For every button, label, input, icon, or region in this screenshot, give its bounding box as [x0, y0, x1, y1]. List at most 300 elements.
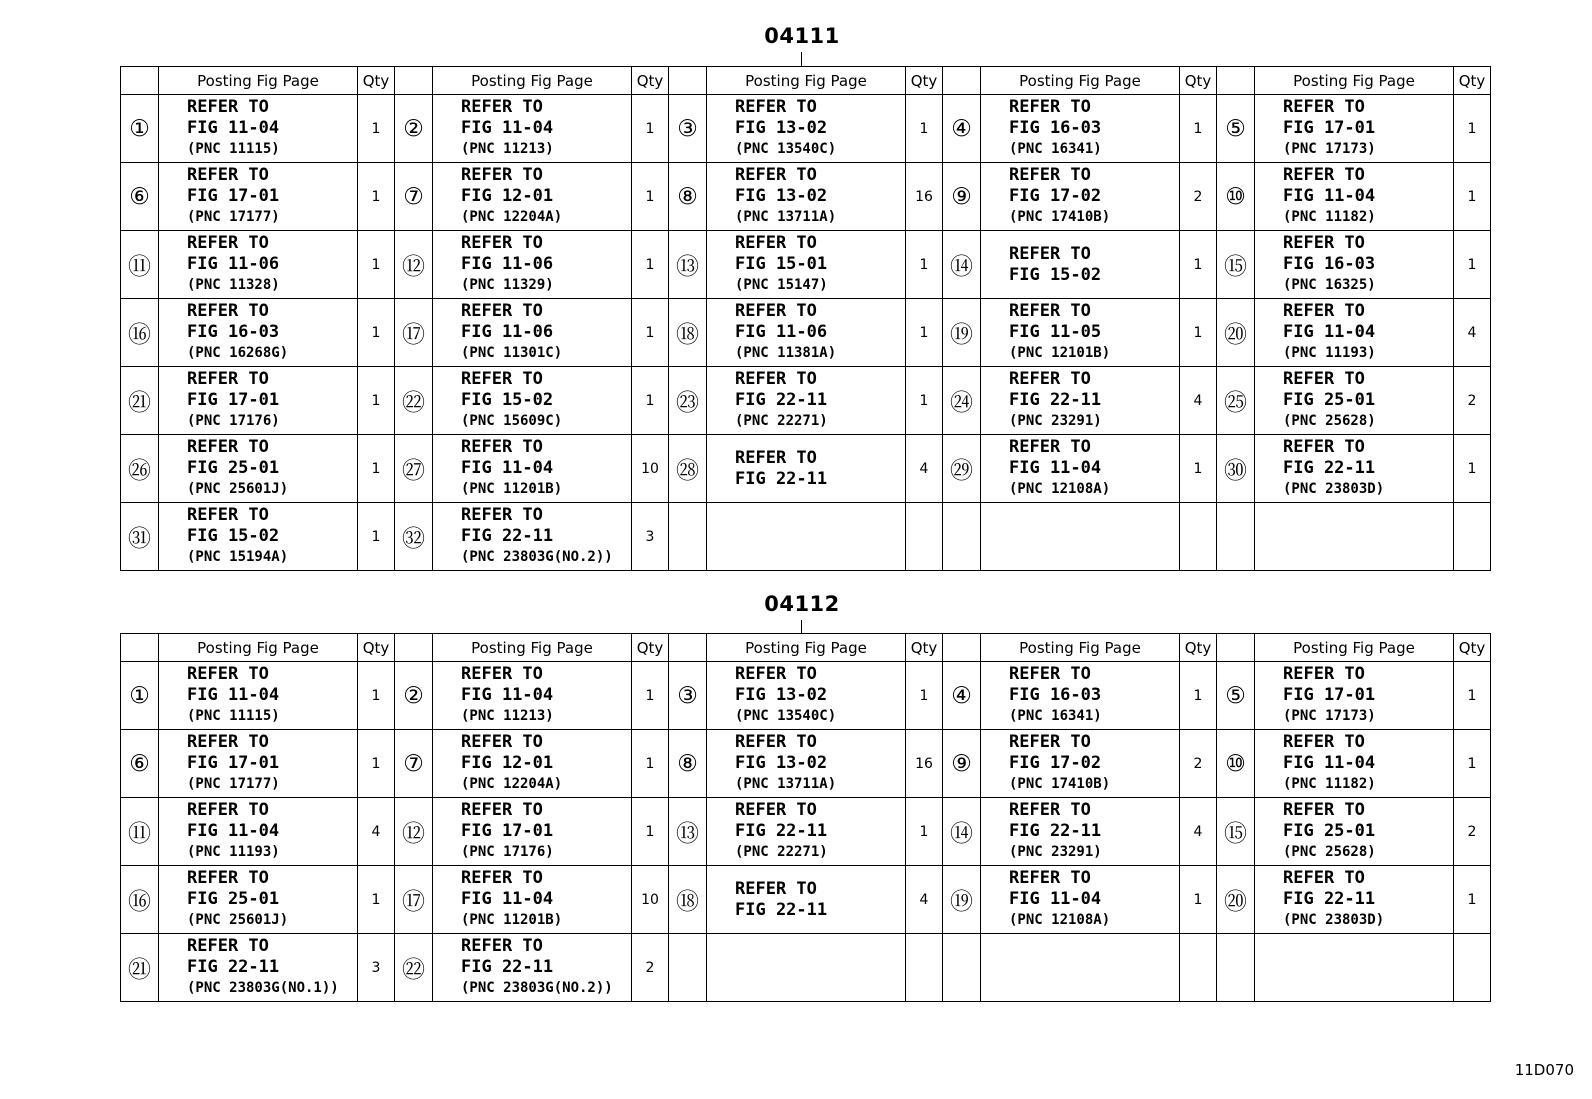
fig-reference: FIG 11-04 [1283, 753, 1376, 773]
fig-reference: FIG 22-11 [1283, 889, 1376, 909]
fig-reference: FIG 11-06 [187, 254, 280, 274]
title-leader-line [801, 620, 802, 633]
posting-cell [159, 299, 358, 367]
posting-cell [159, 367, 358, 435]
qty-value: 16 [906, 730, 943, 798]
fig-reference: FIG 17-01 [187, 186, 280, 206]
posting-cell [707, 231, 906, 299]
table-row [121, 798, 1491, 866]
ref-number: ㉜ [395, 503, 433, 571]
refer-to-label: REFER TO [461, 800, 543, 820]
pnc-reference: (PNC 16325) [1283, 277, 1376, 293]
header-qty: Qty [1454, 634, 1491, 662]
fig-reference: FIG 13-02 [735, 186, 828, 206]
header-posting: Posting Fig Page [981, 67, 1180, 95]
posting-cell [159, 866, 358, 934]
ref-number: ⑩ [1217, 163, 1255, 231]
fig-reference: FIG 11-04 [187, 685, 280, 705]
header-qty: Qty [906, 634, 943, 662]
fig-reference: FIG 17-01 [187, 753, 280, 773]
fig-reference: FIG 11-04 [461, 118, 554, 138]
ref-number: ⑬ [669, 231, 707, 299]
posting-cell [159, 163, 358, 231]
qty-value: 1 [906, 367, 943, 435]
refer-to-label: REFER TO [1283, 437, 1365, 457]
fig-reference: FIG 22-11 [735, 468, 828, 489]
qty-value: 1 [632, 798, 669, 866]
refer-to-label: REFER TO [461, 505, 543, 525]
ref-number: ⑲ [943, 866, 981, 934]
fig-reference: FIG 16-03 [187, 322, 280, 342]
qty-value: 4 [358, 798, 395, 866]
pnc-reference: (PNC 11115) [187, 141, 280, 157]
fig-reference: FIG 11-04 [461, 458, 554, 478]
fig-reference: FIG 12-01 [461, 753, 554, 773]
posting-cell [1255, 299, 1454, 367]
header-num [669, 67, 707, 95]
posting-cell [707, 95, 906, 163]
fig-reference: FIG 22-11 [461, 957, 554, 977]
qty-value: 1 [1180, 662, 1217, 730]
ref-number: ⑧ [669, 163, 707, 231]
ref-number [1217, 503, 1255, 571]
header-posting: Posting Fig Page [433, 634, 632, 662]
qty-value: 4 [1180, 798, 1217, 866]
ref-number: ㉑ [121, 367, 159, 435]
header-qty: Qty [906, 67, 943, 95]
posting-cell [433, 299, 632, 367]
qty-value: 1 [632, 163, 669, 231]
qty-value: 1 [632, 95, 669, 163]
table-row [121, 934, 1491, 1002]
qty-value: 4 [1454, 299, 1491, 367]
qty-value [1454, 503, 1491, 571]
ref-number [1217, 934, 1255, 1002]
refer-to-label: REFER TO [461, 732, 543, 752]
header-qty: Qty [358, 67, 395, 95]
posting-cell [981, 299, 1180, 367]
ref-number: ㉘ [669, 435, 707, 503]
qty-value [1454, 934, 1491, 1002]
fig-reference: FIG 22-11 [1009, 390, 1102, 410]
fig-reference: FIG 11-06 [461, 322, 554, 342]
refer-to-label: REFER TO [1283, 664, 1365, 684]
posting-cell [159, 435, 358, 503]
ref-number: ① [121, 95, 159, 163]
ref-number: ⑥ [121, 730, 159, 798]
ref-number: ⑪ [121, 798, 159, 866]
refer-to-label: REFER TO [187, 800, 269, 820]
qty-value: 1 [1180, 299, 1217, 367]
refer-to-label: REFER TO [1009, 868, 1091, 888]
pnc-reference: (PNC 17410B) [1009, 776, 1111, 792]
header-qty: Qty [1180, 67, 1217, 95]
pnc-reference: (PNC 22271) [735, 413, 828, 429]
pnc-reference: (PNC 17173) [1283, 708, 1376, 724]
refer-to-label: REFER TO [735, 301, 817, 321]
fig-reference: FIG 25-01 [187, 458, 280, 478]
fig-reference: FIG 16-03 [1283, 254, 1376, 274]
fig-reference: FIG 15-02 [187, 526, 280, 546]
fig-reference: FIG 11-04 [187, 821, 280, 841]
qty-value: 1 [1180, 435, 1217, 503]
refer-to-label: REFER TO [461, 868, 543, 888]
header-posting: Posting Fig Page [707, 67, 906, 95]
qty-value: 1 [1180, 231, 1217, 299]
qty-value: 1 [632, 662, 669, 730]
qty-value: 1 [906, 662, 943, 730]
pnc-reference: (PNC 11329) [461, 277, 554, 293]
qty-value: 16 [906, 163, 943, 231]
refer-to-label: REFER TO [735, 732, 817, 752]
pnc-reference: (PNC 25628) [1283, 844, 1376, 860]
table-row [121, 367, 1491, 435]
posting-cell [433, 95, 632, 163]
pnc-reference: (PNC 23291) [1009, 844, 1102, 860]
ref-number: ⑧ [669, 730, 707, 798]
fig-reference: FIG 16-03 [1009, 118, 1102, 138]
posting-cell [159, 662, 358, 730]
ref-number: ⑱ [669, 866, 707, 934]
refer-to-label: REFER TO [461, 165, 543, 185]
ref-number: ⑤ [1217, 95, 1255, 163]
header-num [943, 67, 981, 95]
qty-value: 2 [1454, 798, 1491, 866]
fig-reference: FIG 22-11 [735, 899, 828, 920]
ref-number: ⑤ [1217, 662, 1255, 730]
posting-cell [707, 866, 906, 934]
posting-cell [981, 95, 1180, 163]
ref-number: ⑰ [395, 299, 433, 367]
refer-to-label: REFER TO [735, 233, 817, 253]
pnc-reference: (PNC 11381A) [735, 345, 837, 361]
qty-value [906, 503, 943, 571]
posting-cell [159, 730, 358, 798]
table-header-row [121, 634, 1491, 662]
header-posting: Posting Fig Page [1255, 67, 1454, 95]
qty-value: 3 [632, 503, 669, 571]
refer-to-label: REFER TO [187, 301, 269, 321]
pnc-reference: (PNC 17173) [1283, 141, 1376, 157]
fig-reference: FIG 11-06 [735, 322, 828, 342]
refer-to-label: REFER TO [461, 233, 543, 253]
refer-to-label: REFER TO [1283, 732, 1365, 752]
ref-number: ③ [669, 95, 707, 163]
qty-value: 1 [632, 367, 669, 435]
ref-number: ㉔ [943, 367, 981, 435]
refer-to-label: REFER TO [187, 505, 269, 525]
qty-value: 4 [906, 435, 943, 503]
table-header-row [121, 67, 1491, 95]
header-posting: Posting Fig Page [1255, 634, 1454, 662]
qty-value: 10 [632, 435, 669, 503]
pnc-reference: (PNC 11182) [1283, 776, 1376, 792]
pnc-reference: (PNC 11213) [461, 141, 554, 157]
ref-number: ⑯ [121, 866, 159, 934]
qty-value: 1 [1454, 435, 1491, 503]
qty-value: 1 [906, 231, 943, 299]
ref-number: ㉛ [121, 503, 159, 571]
refer-to-label: REFER TO [187, 936, 269, 956]
fig-reference: FIG 22-11 [1009, 821, 1102, 841]
refer-to-label: REFER TO [1283, 800, 1365, 820]
refer-to-label: REFER TO [1009, 243, 1091, 264]
header-posting: Posting Fig Page [707, 634, 906, 662]
ref-number [943, 934, 981, 1002]
qty-value: 1 [358, 435, 395, 503]
pnc-reference: (PNC 11193) [187, 844, 280, 860]
posting-cell [433, 503, 632, 571]
refer-to-label: REFER TO [1009, 664, 1091, 684]
qty-value: 1 [1454, 662, 1491, 730]
diagram-id: 11D070 [1514, 1061, 1574, 1079]
qty-value: 1 [1180, 866, 1217, 934]
posting-cell [159, 503, 358, 571]
fig-reference: FIG 25-01 [1283, 390, 1376, 410]
refer-to-label: REFER TO [1283, 369, 1365, 389]
posting-cell [981, 662, 1180, 730]
qty-value: 2 [1454, 367, 1491, 435]
fig-reference: FIG 11-04 [187, 118, 280, 138]
ref-number: ④ [943, 662, 981, 730]
fig-reference: FIG 11-05 [1009, 322, 1102, 342]
fig-reference: FIG 12-01 [461, 186, 554, 206]
fig-reference: FIG 22-11 [187, 957, 280, 977]
posting-cell [707, 299, 906, 367]
qty-value: 1 [632, 299, 669, 367]
refer-to-label: REFER TO [1009, 301, 1091, 321]
pnc-reference: (PNC 22271) [735, 844, 828, 860]
ref-number: ⑪ [121, 231, 159, 299]
header-num [1217, 67, 1255, 95]
refer-to-label: REFER TO [1009, 369, 1091, 389]
pnc-reference: (PNC 12101B) [1009, 345, 1111, 361]
fig-reference: FIG 22-11 [735, 390, 828, 410]
fig-reference: FIG 11-04 [1283, 322, 1376, 342]
qty-value: 4 [1180, 367, 1217, 435]
refer-to-label: REFER TO [1009, 437, 1091, 457]
refer-to-label: REFER TO [735, 878, 817, 899]
fig-reference: FIG 16-03 [1009, 685, 1102, 705]
refer-to-label: REFER TO [735, 369, 817, 389]
fig-reference: FIG 25-01 [1283, 821, 1376, 841]
posting-cell [433, 662, 632, 730]
posting-cell [433, 435, 632, 503]
pnc-reference: (PNC 13711A) [735, 209, 837, 225]
header-qty: Qty [632, 67, 669, 95]
posting-cell [159, 95, 358, 163]
fig-reference: FIG 17-01 [1283, 685, 1376, 705]
refer-to-label: REFER TO [1009, 732, 1091, 752]
pnc-reference: (PNC 23803D) [1283, 481, 1385, 497]
pnc-reference: (PNC 11213) [461, 708, 554, 724]
fig-reference: FIG 11-04 [461, 889, 554, 909]
qty-value: 1 [632, 231, 669, 299]
refer-to-label: REFER TO [187, 437, 269, 457]
fig-reference: FIG 15-01 [735, 254, 828, 274]
pnc-reference: (PNC 11182) [1283, 209, 1376, 225]
fig-reference: FIG 17-01 [187, 390, 280, 410]
posting-cell [981, 163, 1180, 231]
refer-to-label: REFER TO [187, 868, 269, 888]
parts-table-04111 [120, 66, 1491, 571]
refer-to-label: REFER TO [735, 800, 817, 820]
qty-value [906, 934, 943, 1002]
ref-number: ㉚ [1217, 435, 1255, 503]
ref-number: ⑥ [121, 163, 159, 231]
ref-number: ⑲ [943, 299, 981, 367]
pnc-reference: (PNC 23803G(NO.2)) [461, 980, 613, 996]
ref-number: ⑮ [1217, 798, 1255, 866]
header-posting: Posting Fig Page [433, 67, 632, 95]
ref-number: ② [395, 662, 433, 730]
posting-cell [433, 798, 632, 866]
fig-reference: FIG 13-02 [735, 753, 828, 773]
qty-value [1180, 934, 1217, 1002]
ref-number: ⑯ [121, 299, 159, 367]
refer-to-label: REFER TO [1009, 165, 1091, 185]
posting-cell [707, 367, 906, 435]
ref-number: ㉖ [121, 435, 159, 503]
pnc-reference: (PNC 11328) [187, 277, 280, 293]
refer-to-label: REFER TO [461, 437, 543, 457]
refer-to-label: REFER TO [461, 97, 543, 117]
ref-number: ⑩ [1217, 730, 1255, 798]
ref-number: ⑰ [395, 866, 433, 934]
qty-value: 1 [358, 299, 395, 367]
pnc-reference: (PNC 17177) [187, 209, 280, 225]
header-num [121, 67, 159, 95]
posting-cell [981, 435, 1180, 503]
refer-to-label: REFER TO [1009, 97, 1091, 117]
pnc-reference: (PNC 11201B) [461, 481, 563, 497]
posting-cell [1255, 503, 1454, 571]
header-num [395, 67, 433, 95]
ref-number: ㉗ [395, 435, 433, 503]
posting-cell [159, 934, 358, 1002]
header-posting: Posting Fig Page [159, 634, 358, 662]
qty-value: 1 [1180, 95, 1217, 163]
ref-number: ⑱ [669, 299, 707, 367]
refer-to-label: REFER TO [735, 165, 817, 185]
header-num [395, 634, 433, 662]
pnc-reference: (PNC 16341) [1009, 708, 1102, 724]
header-qty: Qty [1454, 67, 1491, 95]
posting-cell [1255, 730, 1454, 798]
pnc-reference: (PNC 17176) [461, 844, 554, 860]
posting-cell [433, 730, 632, 798]
kit-title-04111: 04111 [764, 24, 840, 48]
ref-number: ⑳ [1217, 299, 1255, 367]
refer-to-label: REFER TO [461, 936, 543, 956]
posting-cell [981, 866, 1180, 934]
ref-number: ⑫ [395, 798, 433, 866]
posting-cell [981, 798, 1180, 866]
ref-number: ⑫ [395, 231, 433, 299]
pnc-reference: (PNC 12108A) [1009, 912, 1111, 928]
fig-reference: FIG 17-02 [1009, 186, 1102, 206]
fig-reference: FIG 17-02 [1009, 753, 1102, 773]
table-row [121, 435, 1491, 503]
refer-to-label: REFER TO [187, 664, 269, 684]
fig-reference: FIG 13-02 [735, 118, 828, 138]
ref-number [943, 503, 981, 571]
qty-value: 1 [358, 730, 395, 798]
fig-reference: FIG 22-11 [461, 526, 554, 546]
fig-reference: FIG 25-01 [187, 889, 280, 909]
posting-cell [159, 231, 358, 299]
header-qty: Qty [1180, 634, 1217, 662]
pnc-reference: (PNC 15147) [735, 277, 828, 293]
refer-to-label: REFER TO [1283, 233, 1365, 253]
pnc-reference: (PNC 15609C) [461, 413, 563, 429]
fig-reference: FIG 11-04 [1283, 186, 1376, 206]
refer-to-label: REFER TO [187, 165, 269, 185]
pnc-reference: (PNC 13540C) [735, 141, 837, 157]
posting-cell [1255, 435, 1454, 503]
refer-to-label: REFER TO [735, 97, 817, 117]
ref-number: ㉓ [669, 367, 707, 435]
ref-number: ⑦ [395, 163, 433, 231]
posting-cell [1255, 95, 1454, 163]
fig-reference: FIG 11-04 [1009, 889, 1102, 909]
qty-value: 1 [358, 231, 395, 299]
posting-cell [1255, 367, 1454, 435]
fig-reference: FIG 11-04 [1009, 458, 1102, 478]
ref-number: ⑨ [943, 163, 981, 231]
pnc-reference: (PNC 13540C) [735, 708, 837, 724]
pnc-reference: (PNC 13711A) [735, 776, 837, 792]
qty-value: 1 [1454, 866, 1491, 934]
refer-to-label: REFER TO [187, 732, 269, 752]
ref-number: ㉙ [943, 435, 981, 503]
table-row [121, 299, 1491, 367]
posting-cell [1255, 798, 1454, 866]
pnc-reference: (PNC 16341) [1009, 141, 1102, 157]
fig-reference: FIG 17-01 [1283, 118, 1376, 138]
qty-value: 1 [358, 367, 395, 435]
pnc-reference: (PNC 23803G(NO.1)) [187, 980, 339, 996]
posting-cell [707, 662, 906, 730]
ref-number: ⑬ [669, 798, 707, 866]
posting-cell [433, 934, 632, 1002]
qty-value: 1 [1454, 730, 1491, 798]
posting-cell [159, 798, 358, 866]
ref-number: ㉒ [395, 367, 433, 435]
refer-to-label: REFER TO [1283, 97, 1365, 117]
qty-value: 1 [906, 798, 943, 866]
refer-to-label: REFER TO [735, 664, 817, 684]
header-num [121, 634, 159, 662]
posting-cell [981, 934, 1180, 1002]
header-qty: Qty [632, 634, 669, 662]
header-posting: Posting Fig Page [159, 67, 358, 95]
header-num [1217, 634, 1255, 662]
qty-value: 1 [906, 95, 943, 163]
fig-reference: FIG 15-02 [1009, 264, 1102, 285]
pnc-reference: (PNC 23291) [1009, 413, 1102, 429]
fig-reference: FIG 13-02 [735, 685, 828, 705]
pnc-reference: (PNC 11193) [1283, 345, 1376, 361]
posting-cell [1255, 866, 1454, 934]
table-row [121, 95, 1491, 163]
pnc-reference: (PNC 17177) [187, 776, 280, 792]
pnc-reference: (PNC 17176) [187, 413, 280, 429]
qty-value: 1 [632, 730, 669, 798]
ref-number: ㉑ [121, 934, 159, 1002]
ref-number: ⑮ [1217, 231, 1255, 299]
posting-cell [707, 934, 906, 1002]
